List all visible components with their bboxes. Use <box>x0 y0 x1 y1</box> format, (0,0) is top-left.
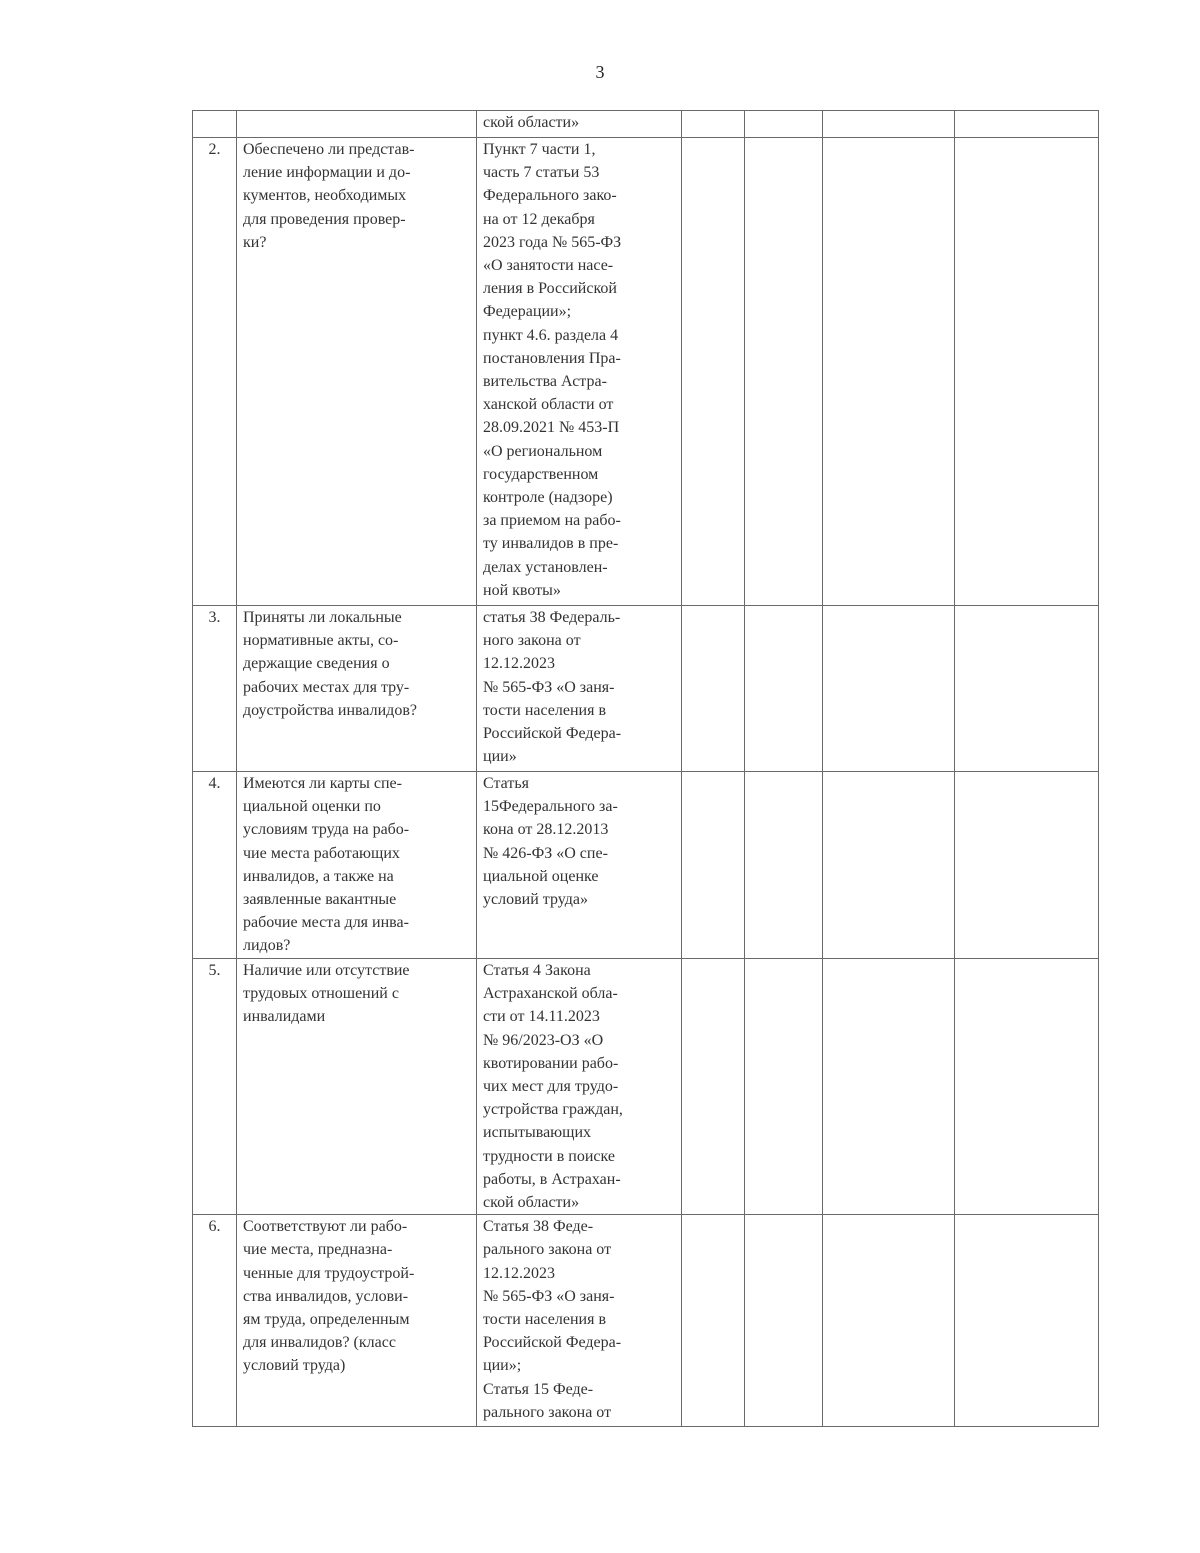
answer-no-cell <box>745 138 823 606</box>
answer-yes-cell <box>682 138 745 606</box>
table-row <box>193 606 1099 772</box>
note-cell <box>955 606 1099 772</box>
answer-na-cell <box>823 111 955 138</box>
answer-yes-cell <box>682 111 745 138</box>
row-number: 2. <box>193 138 237 606</box>
note-cell <box>955 138 1099 606</box>
legal-basis-cell: ской области» <box>477 111 682 138</box>
row-number: 5. <box>193 959 237 1215</box>
answer-no-cell <box>745 959 823 1215</box>
question-cell: Приняты ли локальные нормативные акты, со- держащие сведения о рабочих местах для тру- доустройства инвалидов? <box>237 606 477 772</box>
question-cell <box>237 111 477 138</box>
legal-basis-cell: Статья 38 Феде- рального закона от 12.12.2023 № 565-ФЗ «О заня- тости населения в Российской Федера- ции»; Статья 15 Феде- рального закона от <box>477 1215 682 1427</box>
answer-na-cell <box>823 1215 955 1427</box>
page-number: 3 <box>595 62 605 82</box>
question-cell: Соответствуют ли рабо- чие места, предназна- ченные для трудоустрой- ства инвалидов, услови- ям труда, определенным для инвалидов? (класс условий труда) <box>237 1215 477 1427</box>
answer-yes-cell <box>682 959 745 1215</box>
legal-basis-cell: Статья 4 Закона Астраханской обла- сти от 14.11.2023 № 96/2023-ОЗ «О квотировании рабо- чих мест для трудо- устройства граждан, испытывающих трудности в поиске работы, в Астрахан- ской области» <box>477 959 682 1215</box>
legal-basis-cell: Пункт 7 части 1, часть 7 статьи 53 Федерального зако- на от 12 декабря 2023 года № 565-ФЗ «О занятости насе- ления в Российской Федерации»; пункт 4.6. раздела 4 постановления Пра- вительства Астра- ханской области от 28.09.2021 № 453-П «О региональном государственном контроле (надзоре) за приемом на рабо- ту инвалидов в пре- делах установлен- ной квоты» <box>477 138 682 606</box>
row-number: 4. <box>193 772 237 959</box>
table-row <box>193 959 1099 1215</box>
answer-na-cell <box>823 606 955 772</box>
table-row <box>193 772 1099 959</box>
answer-yes-cell <box>682 772 745 959</box>
question-cell: Наличие или отсутствие трудовых отношений с инвалидами <box>237 959 477 1215</box>
answer-yes-cell <box>682 1215 745 1427</box>
answer-no-cell <box>745 606 823 772</box>
row-number <box>193 111 237 138</box>
note-cell <box>955 111 1099 138</box>
legal-basis-cell: статья 38 Федераль- ного закона от 12.12.2023 № 565-ФЗ «О заня- тости населения в Российской Федера- ции» <box>477 606 682 772</box>
answer-no-cell <box>745 111 823 138</box>
note-cell <box>955 1215 1099 1427</box>
row-number: 6. <box>193 1215 237 1427</box>
table-row <box>193 138 1099 606</box>
table-row <box>193 111 1099 138</box>
row-number: 3. <box>193 606 237 772</box>
answer-yes-cell <box>682 606 745 772</box>
question-cell: Имеются ли карты спе- циальной оценки по условиям труда на рабо- чие места работающих инвалидов, а также на заявленные вакантные рабочие места для инва- лидов? <box>237 772 477 959</box>
answer-no-cell <box>745 772 823 959</box>
question-cell: Обеспечено ли представ- ление информации и до- кументов, необходимых для проведения провер- ки? <box>237 138 477 606</box>
answer-na-cell <box>823 959 955 1215</box>
answer-na-cell <box>823 772 955 959</box>
table-row <box>193 1215 1099 1427</box>
note-cell <box>955 772 1099 959</box>
answer-no-cell <box>745 1215 823 1427</box>
checklist-table <box>192 110 1099 1427</box>
answer-na-cell <box>823 138 955 606</box>
note-cell <box>955 959 1099 1215</box>
legal-basis-cell: Статья 15Федерального за- кона от 28.12.2013 № 426-ФЗ «О спе- циальной оценке условий труда» <box>477 772 682 959</box>
